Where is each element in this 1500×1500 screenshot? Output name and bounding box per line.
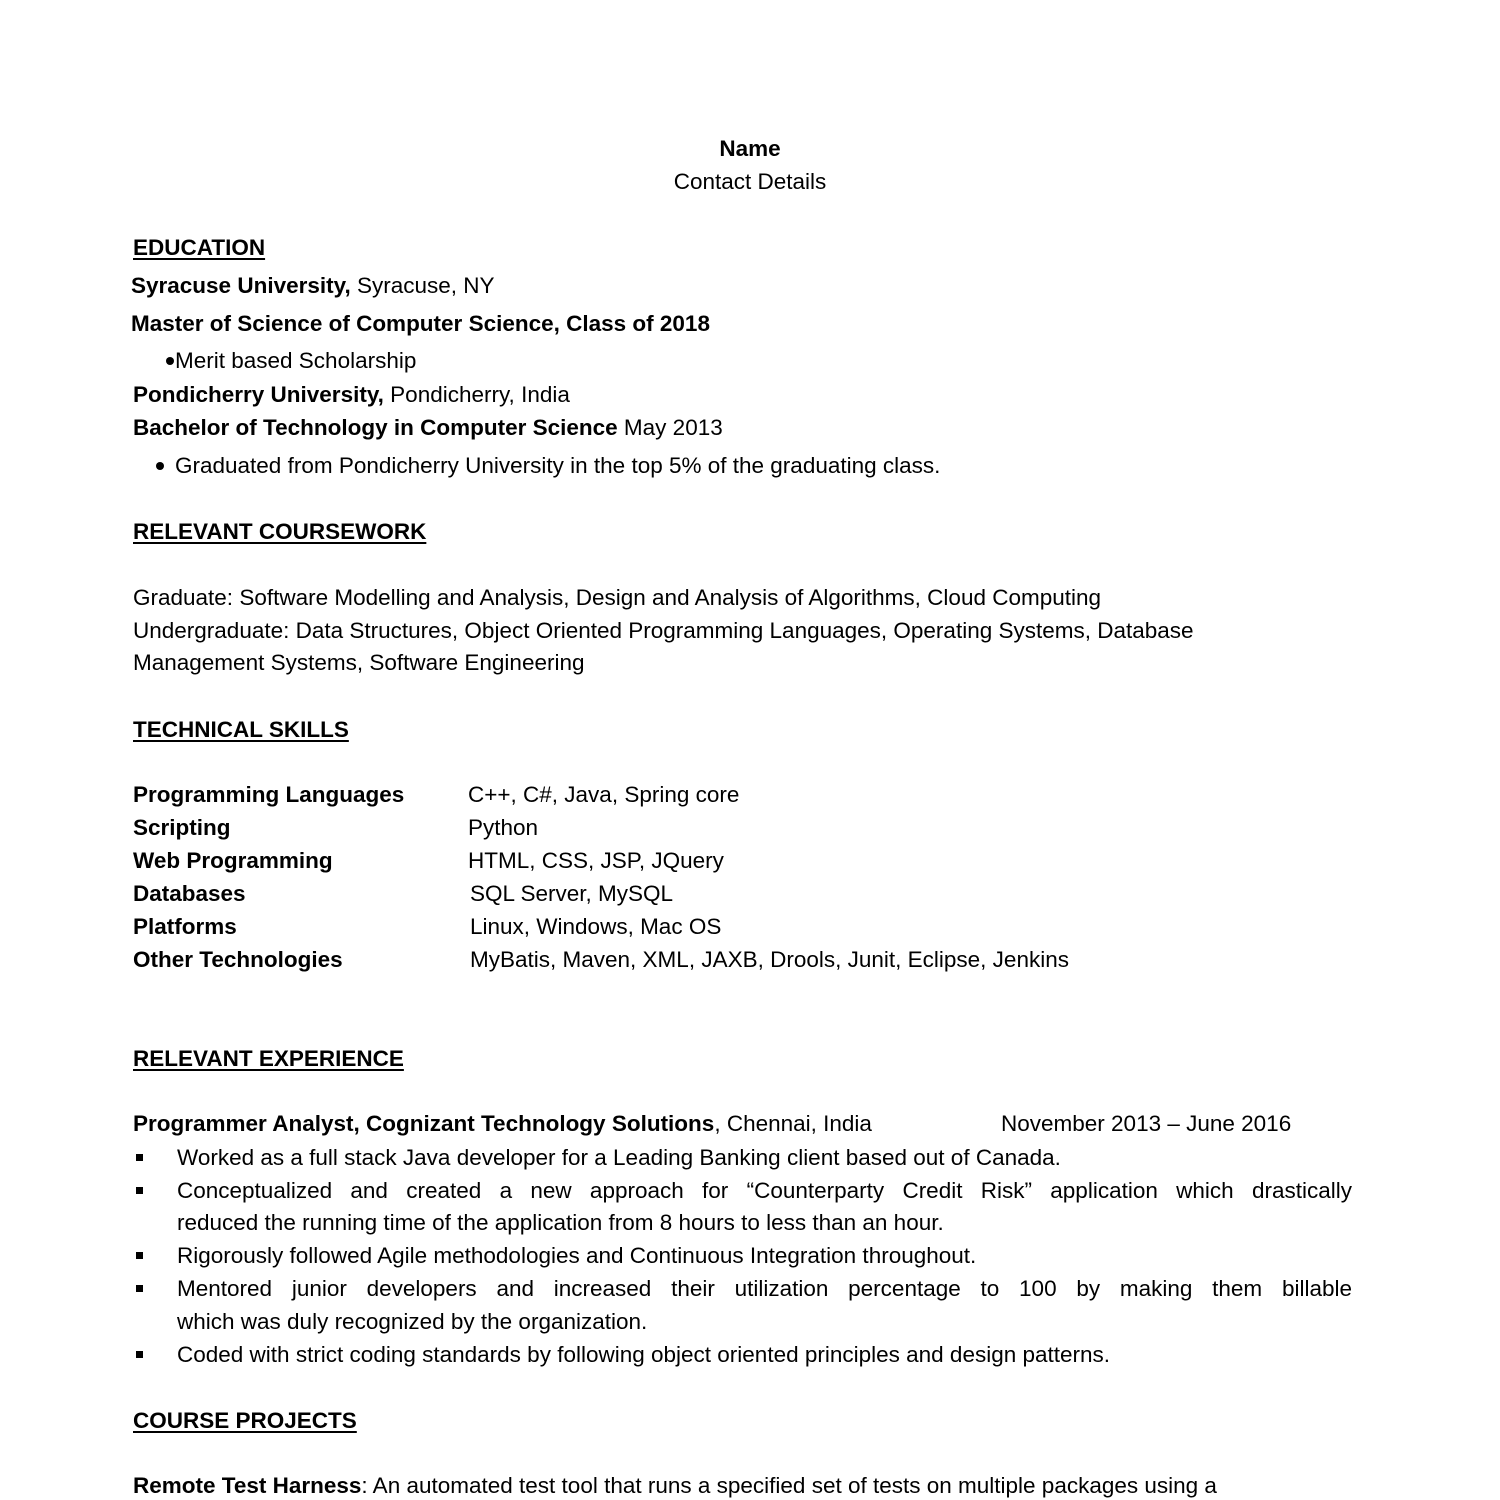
- degree-masters: Master of Science of Computer Science, Class of 2018: [131, 311, 710, 336]
- skill-label: Other Technologies: [133, 947, 343, 972]
- education-bullet: Merit based Scholarship: [175, 348, 417, 373]
- skill-label: Web Programming: [133, 848, 333, 873]
- square-bullet-icon: [136, 1285, 143, 1292]
- job-dates: November 2013 – June 2016: [1001, 1111, 1292, 1136]
- education-heading: EDUCATION: [133, 235, 266, 260]
- experience-bullet: Rigorously followed Agile methodologies and Continuous Integration throughout.: [177, 1243, 977, 1268]
- skill-value: HTML, CSS, JSP, JQuery: [468, 848, 724, 873]
- coursework-undergraduate-cont: Management Systems, Software Engineering: [133, 650, 585, 675]
- education-bullet: Graduated from Pondicherry University in the top 5% of the graduating class.: [175, 453, 941, 478]
- experience-heading: RELEVANT EXPERIENCE: [133, 1046, 404, 1071]
- school-location: Syracuse, NY: [350, 273, 495, 298]
- skill-value: C++, C#, Java, Spring core: [468, 782, 740, 807]
- skill-value: SQL Server, MySQL: [470, 881, 673, 906]
- bullet-icon: [156, 462, 164, 470]
- coursework-graduate: Graduate: Software Modelling and Analysis, Design and Analysis of Algorithms, Cloud Computing: [133, 585, 1102, 610]
- degree-date: May 2013: [617, 415, 723, 440]
- experience-bullet: Mentored junior developers and increased their utilization percentage to 100 by making them billable: [177, 1276, 1352, 1301]
- skill-value: Linux, Windows, Mac OS: [470, 914, 722, 939]
- job-title: Programmer Analyst, Cognizant Technology Solutions: [133, 1111, 715, 1136]
- job-location: , Chennai, India: [714, 1111, 872, 1136]
- degree-bachelors: [133, 417, 723, 440]
- skill-label: Databases: [133, 881, 246, 906]
- degree-title: Bachelor of Technology in Computer Science: [133, 415, 618, 440]
- skill-value: MyBatis, Maven, XML, JAXB, Drools, Junit, Eclipse, Jenkins: [470, 947, 1069, 972]
- resume-name: Name: [719, 136, 781, 161]
- bullet-icon: [166, 357, 174, 365]
- coursework-heading: RELEVANT COURSEWORK: [133, 519, 427, 544]
- experience-bullet: Coded with strict coding standards by following object oriented principles and design patterns.: [177, 1342, 1111, 1367]
- square-bullet-icon: [136, 1154, 143, 1161]
- experience-bullet-cont: reduced the running time of the application from 8 hours to less than an hour.: [177, 1210, 944, 1235]
- projects-heading: COURSE PROJECTS: [133, 1408, 357, 1433]
- project-remote-test-harness: [133, 1475, 1217, 1498]
- skill-label: Platforms: [133, 914, 237, 939]
- school-location: Pondicherry, India: [383, 382, 570, 407]
- school-name: Pondicherry University,: [133, 382, 384, 407]
- square-bullet-icon: [136, 1351, 143, 1358]
- experience-bullet: Worked as a full stack Java developer for a Leading Banking client based out of Canada.: [177, 1145, 1061, 1170]
- project-description: : An automated test tool that runs a specified set of tests on multiple packages using a: [361, 1473, 1217, 1498]
- square-bullet-icon: [136, 1187, 143, 1194]
- experience-bullet: Conceptualized and created a new approach for “Counterparty Credit Risk” application which drastically: [177, 1178, 1352, 1203]
- experience-bullet-cont: which was duly recognized by the organization.: [177, 1309, 648, 1334]
- school-name: Syracuse University,: [131, 273, 351, 298]
- skills-heading: TECHNICAL SKILLS: [133, 717, 349, 742]
- contact-details: Contact Details: [673, 169, 827, 194]
- square-bullet-icon: [136, 1252, 143, 1259]
- skill-value: Python: [468, 815, 539, 840]
- school-syracuse: [131, 275, 495, 298]
- skill-label: Programming Languages: [133, 782, 405, 807]
- project-title: Remote Test Harness: [133, 1473, 362, 1498]
- school-pondicherry: [133, 384, 570, 407]
- skill-label: Scripting: [133, 815, 231, 840]
- job-title-line: [133, 1113, 872, 1136]
- coursework-undergraduate: Undergraduate: Data Structures, Object Oriented Programming Languages, Operating Systems, Database: [133, 618, 1194, 643]
